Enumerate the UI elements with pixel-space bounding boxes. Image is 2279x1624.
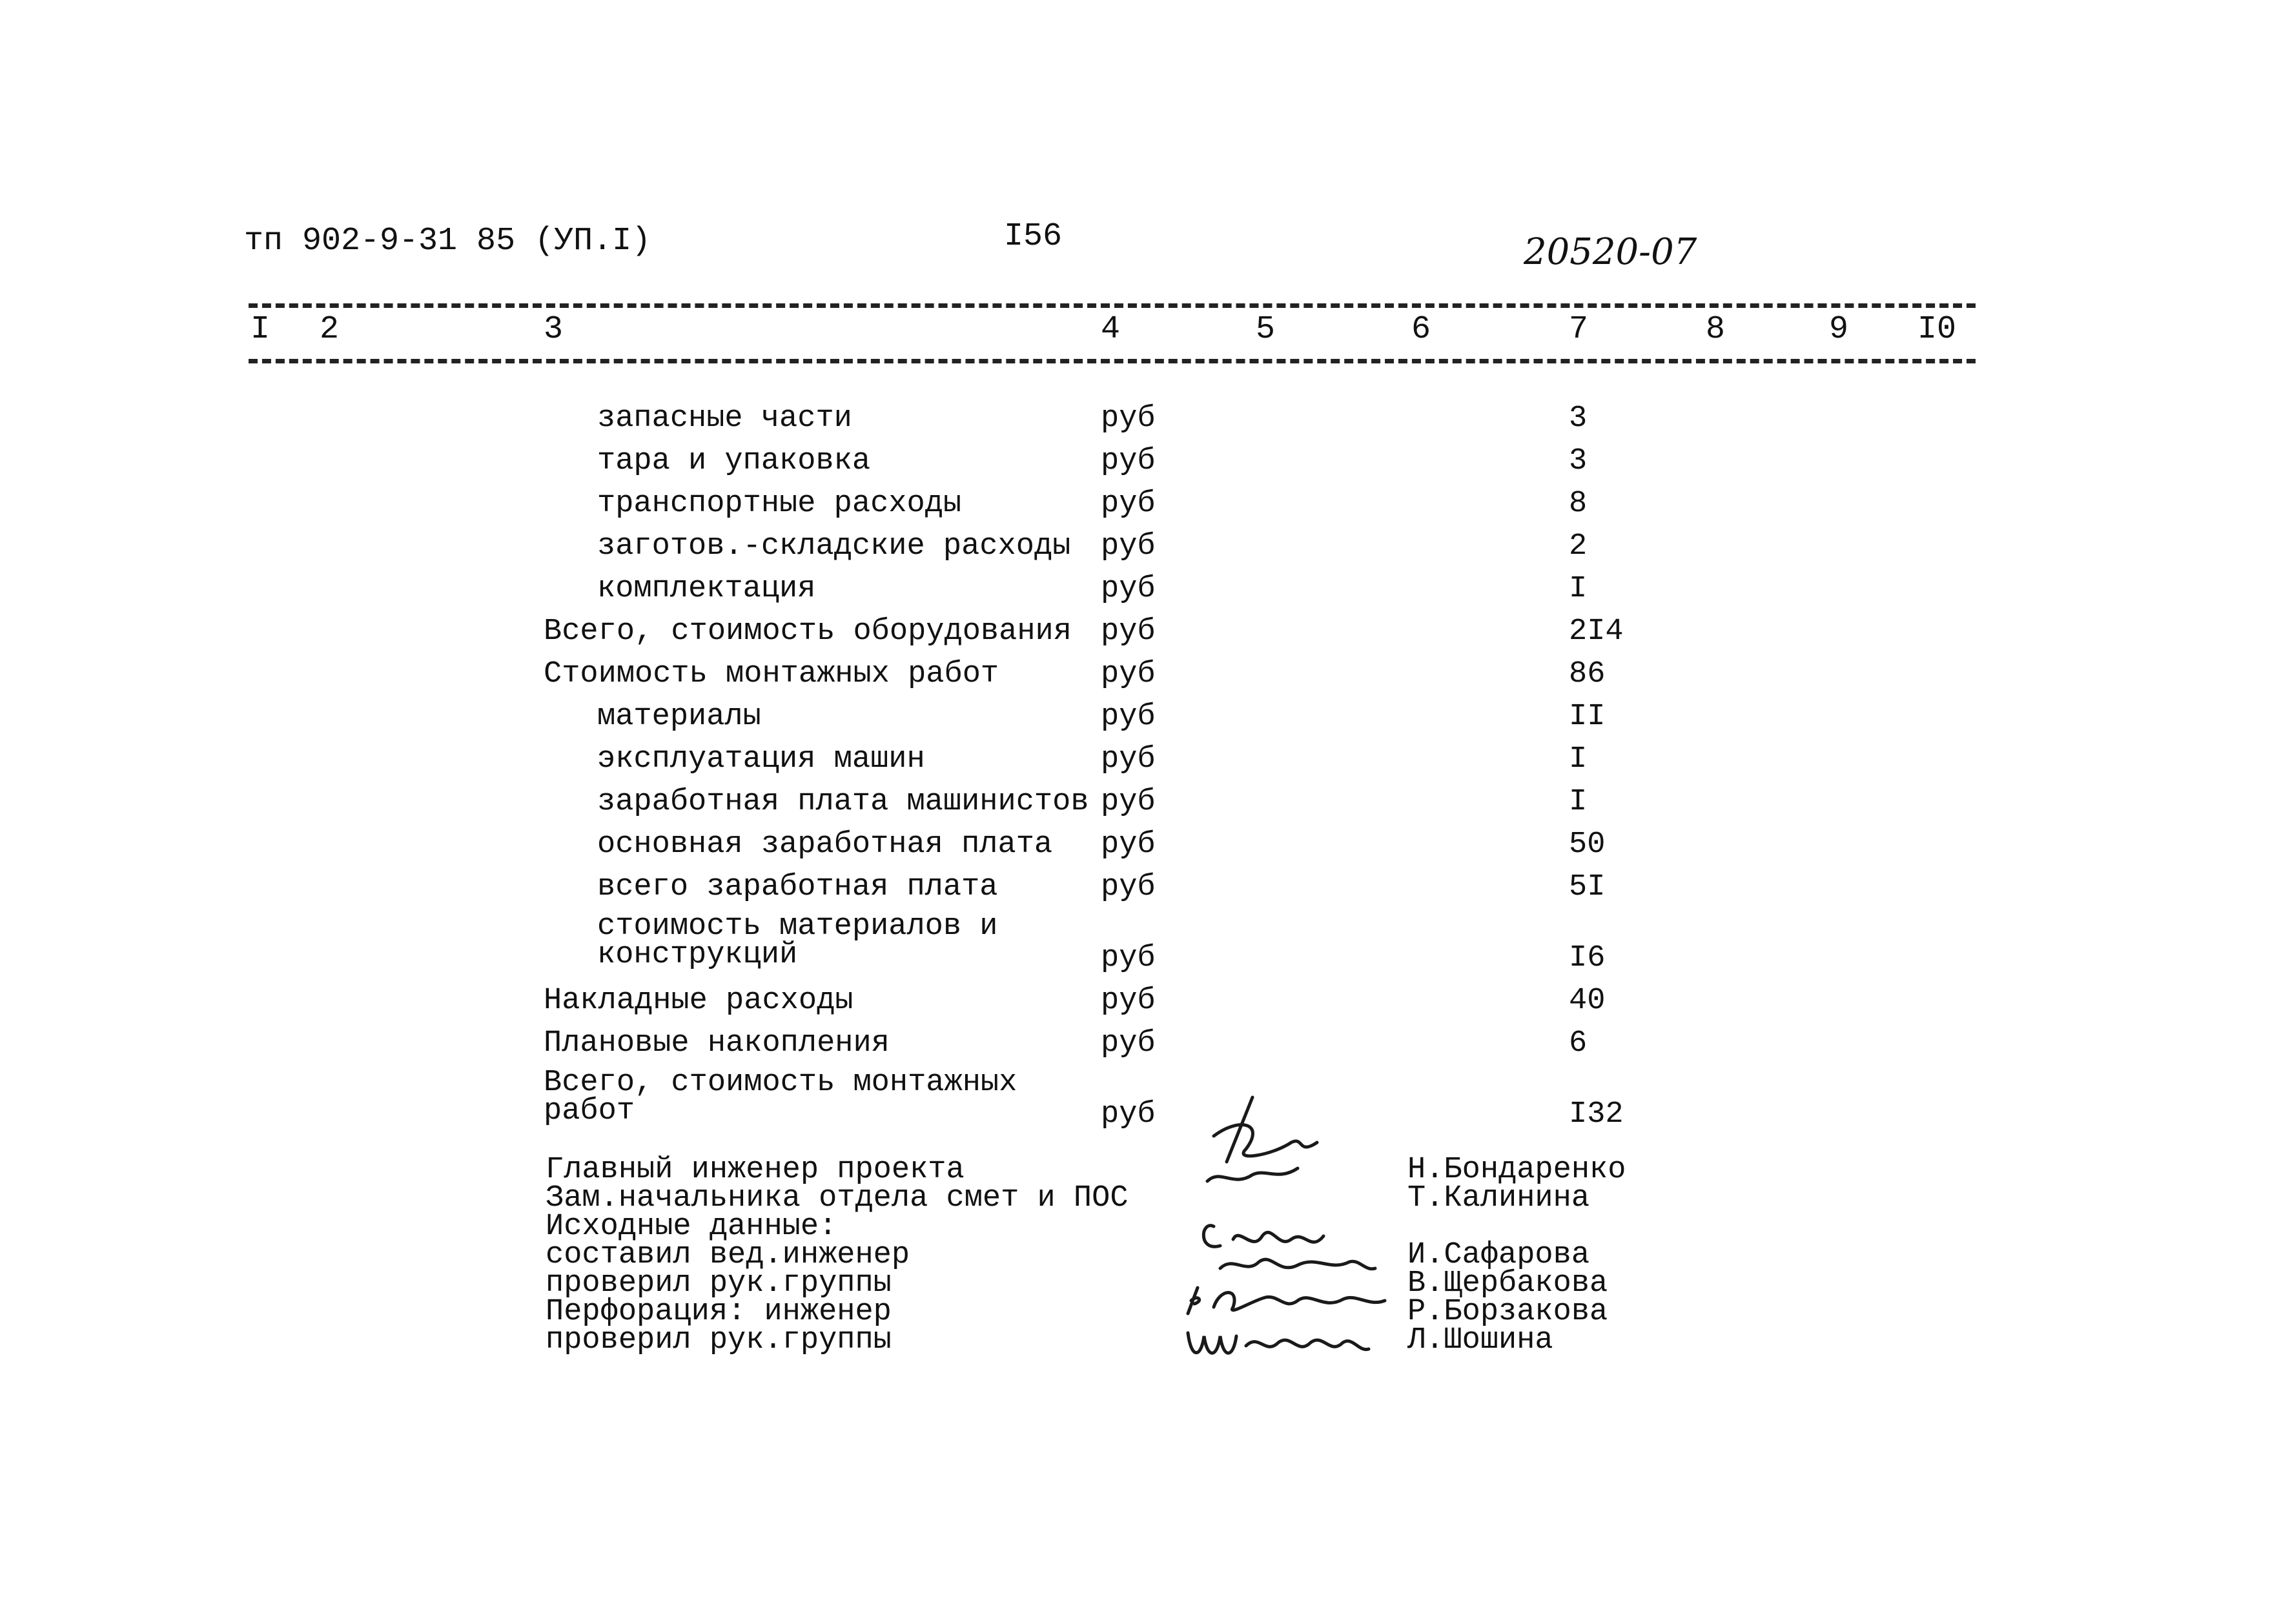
table-row [0, 984, 2279, 1026]
row-name: Всего, стоимость оборудования [544, 614, 1072, 649]
table-row [0, 401, 2279, 444]
page-number: I56 [1004, 218, 1063, 255]
row-value: 5I [1569, 870, 1606, 904]
column-number: 2 [320, 311, 340, 348]
handwritten-signature-4 [1181, 1281, 1395, 1320]
document-code [244, 223, 651, 259]
row-value: 86 [1569, 657, 1606, 691]
row-value: 3 [1569, 401, 1588, 436]
row-unit: руб [1101, 572, 1156, 606]
row-value: 50 [1569, 827, 1606, 862]
header-bottom-rule [249, 359, 1976, 363]
column-number: 9 [1829, 311, 1849, 348]
signature-role: Зам.начальника отдела смет и ПОС [546, 1181, 1129, 1215]
row-unit: руб [1101, 984, 1156, 1018]
row-name: Стоимость монтажных работ [544, 657, 999, 691]
handwritten-signature-5 [1181, 1320, 1375, 1365]
column-number: 4 [1101, 311, 1121, 348]
row-unit: руб [1101, 870, 1156, 904]
row-name: материалы [597, 700, 761, 734]
table-row [0, 487, 2279, 529]
row-name: Накладные расходы [544, 984, 853, 1018]
row-value: 3 [1569, 444, 1588, 478]
column-number: 6 [1411, 311, 1431, 348]
row-value: 2I4 [1569, 614, 1624, 649]
signature-role: Исходные данные: [546, 1210, 837, 1244]
table-row [0, 700, 2279, 742]
row-unit: руб [1101, 700, 1156, 734]
row-unit: руб [1101, 614, 1156, 649]
column-number: 7 [1569, 311, 1589, 348]
row-unit: руб [1101, 785, 1156, 819]
row-value: I32 [1569, 1097, 1624, 1132]
table-row [0, 742, 2279, 785]
signature-name: Л.Шошина [1407, 1323, 1553, 1357]
row-unit: руб [1101, 827, 1156, 862]
row-name: тара и упаковка [597, 444, 871, 478]
table-row [0, 444, 2279, 487]
handwritten-signature-1 [1169, 1091, 1349, 1207]
row-value: I6 [1569, 941, 1606, 975]
row-name: эксплуатация машин [597, 742, 925, 776]
signature-role: проверил рук.группы [546, 1266, 892, 1301]
table-row [0, 1026, 2279, 1069]
row-unit: руб [1101, 657, 1156, 691]
row-name: Плановые накопления [544, 1026, 890, 1061]
row-value: 6 [1569, 1026, 1588, 1061]
row-value: I [1569, 742, 1588, 776]
document-number: 20520-07 [1524, 231, 1697, 273]
document-code-text: тп 902-9-31 85 (УП.I) [244, 223, 651, 259]
signature-name: Т.Калинина [1407, 1181, 1590, 1215]
row-unit: руб [1101, 1097, 1156, 1132]
table-row [0, 827, 2279, 870]
row-name: Всего, стоимость монтажных работ [544, 1066, 1017, 1128]
signature-role: проверил рук.группы [546, 1323, 892, 1357]
row-name: комплектация [597, 572, 816, 606]
column-number: 5 [1256, 311, 1276, 348]
row-unit: руб [1101, 742, 1156, 776]
signature-name: Н.Бондаренко [1407, 1153, 1626, 1187]
row-name: запасные части [597, 401, 852, 436]
row-value: 40 [1569, 984, 1606, 1018]
column-number: I0 [1917, 311, 1957, 348]
row-name: всего заработная плата [597, 870, 998, 904]
row-name: транспортные расходы [597, 487, 962, 521]
table-row [0, 614, 2279, 657]
column-number: 3 [544, 311, 564, 348]
row-name: заработная плата машинистов [597, 785, 1089, 819]
row-value: I [1569, 785, 1588, 819]
row-value: 2 [1569, 529, 1588, 563]
row-name: основная заработная плата [597, 827, 1053, 862]
table-row [0, 1066, 2279, 1140]
header-top-rule [249, 303, 1976, 308]
row-name: заготов.-складские расходы [597, 529, 1071, 563]
row-unit: руб [1101, 1026, 1156, 1061]
column-number: I [250, 311, 271, 348]
signature-role: Главный инженер проекта [546, 1153, 965, 1187]
signature-role: составил вед.инженер [546, 1238, 910, 1272]
table-row [0, 785, 2279, 827]
row-unit: руб [1101, 529, 1156, 563]
signature-name: В.Щербакова [1407, 1266, 1608, 1301]
table-row [0, 657, 2279, 700]
row-unit: руб [1101, 401, 1156, 436]
table-row [0, 870, 2279, 913]
row-value: I [1569, 572, 1588, 606]
table-row [0, 909, 2279, 984]
table-row [0, 529, 2279, 572]
signature-role: Перфорация: инженер [546, 1295, 892, 1329]
handwritten-signature-3 [1214, 1249, 1382, 1281]
row-unit: руб [1101, 487, 1156, 521]
column-number: 8 [1706, 311, 1726, 348]
table-row [0, 572, 2279, 614]
row-unit: руб [1101, 444, 1156, 478]
row-value: 8 [1569, 487, 1588, 521]
signature-name: Р.Борзакова [1407, 1295, 1608, 1329]
row-unit: руб [1101, 941, 1156, 975]
signature-name: И.Сафарова [1407, 1238, 1590, 1272]
row-name: стоимость материалов и конструкций [597, 909, 998, 972]
row-value: II [1569, 700, 1606, 734]
